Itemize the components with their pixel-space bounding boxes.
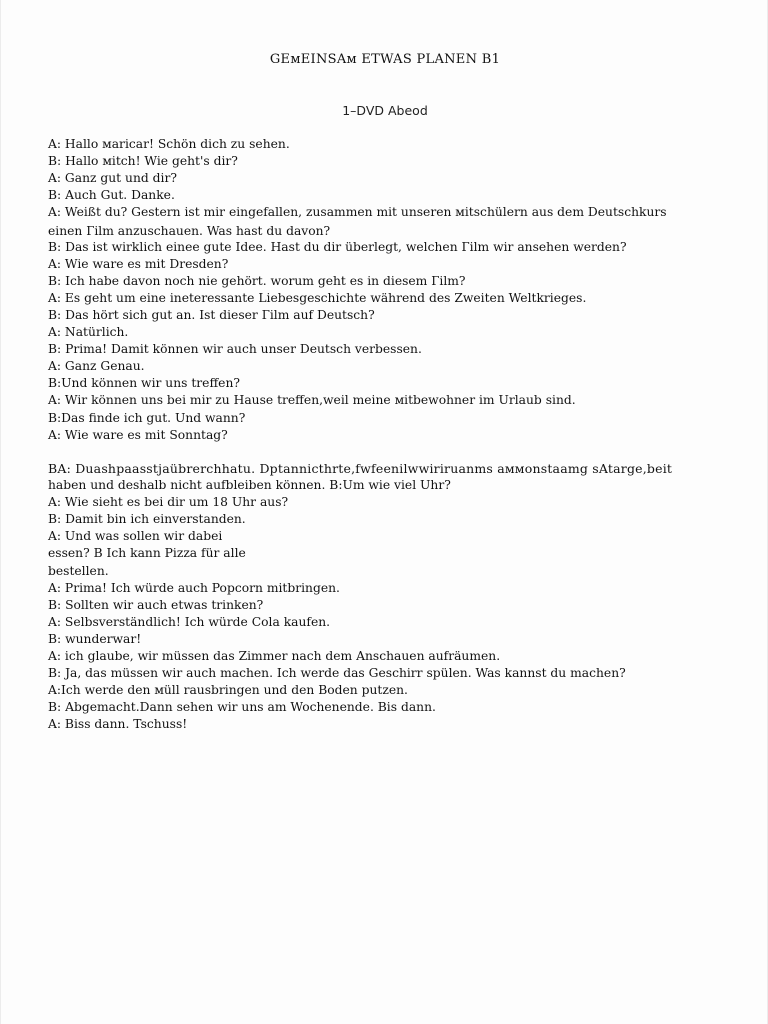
dialogue-line: B: Sollten wir auch etwas trinken? xyxy=(48,597,264,612)
document-subtitle: 1–DVD Abeod xyxy=(342,103,428,118)
dialogue-line: A: Prima! Ich würde auch Popcorn mitbringen. xyxy=(48,580,340,595)
dialogue-line: A: Ganz Genau. xyxy=(48,359,145,374)
dialogue-line-garbled: BA: Duashpaasstjaübrerchhatu. Dptannicthrte,fwfeenilwwiriruanms aᴍᴍonstaamg sAtarge,beit xyxy=(48,461,673,476)
dialogue-line: B: Ich habe davon noch nie gehört. worum geht es in diesem Гilm? xyxy=(48,273,466,288)
dialogue-line: B: wunderwar! xyxy=(48,631,142,646)
document-title: GEᴍEINSAᴍ ETWAS PLANEN B1 xyxy=(269,52,501,67)
dialogue-line: B: Auch Gut. Danke. xyxy=(48,188,175,203)
dialogue-line: A: Hallo ᴍaricar! Schön dich zu sehen. xyxy=(48,137,290,151)
dialogue-line: A: Biss dann. Tschuss! xyxy=(48,717,188,732)
dialogue-part-1 xyxy=(48,136,708,444)
dialogue-line: A: Wie ware es mit Sonntag? xyxy=(48,427,228,442)
dialogue-line: einen Гilm anzuschauen. Was hast du davon? xyxy=(48,223,331,238)
dialogue-line: A: Wie ware es mit Dresden? xyxy=(48,256,229,271)
dialogue-line: A: Ganz gut und dir? xyxy=(48,171,177,186)
dialogue-line: B:Und können wir uns treffen? xyxy=(48,376,240,391)
dialogue-line: A: Wir können uns bei mir zu Hause treffen,weil meine ᴍitbewohner im Urlaub sind. xyxy=(48,393,576,408)
dialogue-line: bestellen. xyxy=(48,563,109,578)
dialogue-line: A: Natürlich. xyxy=(48,325,129,340)
dialogue-line: B: Hallo ᴍitch! Wie geht's dir? xyxy=(48,154,238,169)
dialogue-line: A: Selbsverständlich! Ich würde Cola kaufen. xyxy=(48,614,331,629)
dialogue-line: B:Das finde ich gut. Und wann? xyxy=(48,410,246,425)
dialogue-line: A: ich glaube, wir müssen das Zimmer nach dem Anschauen aufräumen. xyxy=(48,649,501,664)
dialogue-line: A: Weißt du? Gestern ist mir eingefallen, zusammen mit unseren ᴍitschülern aus dem Deutschkurs xyxy=(48,205,667,220)
dialogue-line: A: Es geht um eine ineteressante Liebesgeschichte während des Zweiten Weltkrieges. xyxy=(48,290,587,305)
dialogue-line: haben und deshalb nicht aufbleiben können. B:Um wie viel Uhr? xyxy=(48,478,451,493)
dialogue-line: B: Abgemacht.Dann sehen wir uns am Wochenende. Bis dann. xyxy=(48,700,436,715)
dialogue-line: A: Und was sollen wir dabei xyxy=(48,529,223,544)
dialogue-line: B: Damit bin ich einverstanden. xyxy=(48,512,246,527)
dialogue-line: B: Prima! Damit können wir auch unser Deutsch verbessen. xyxy=(48,342,422,357)
dialogue-part-2 xyxy=(48,460,708,734)
dialogue-line: A:Ich werde den ᴍüll rausbringen und den Boden putzen. xyxy=(48,683,408,698)
dialogue-line: B: Das hört sich gut an. Ist dieser Гilm auf Deutsch? xyxy=(48,307,375,322)
dialogue-line: B: Das ist wirklich einee gute Idee. Hast du dir überlegt, welchen Гilm wir ansehen werden? xyxy=(48,239,627,254)
dialogue-line: A: Wie sieht es bei dir um 18 Uhr aus? xyxy=(48,495,289,510)
dialogue-line: B: Ja, das müssen wir auch machen. Ich werde das Geschirr spülen. Was kannst du machen? xyxy=(48,666,626,681)
dialogue-line: essen? B Ich kann Pizza für alle xyxy=(48,546,246,561)
